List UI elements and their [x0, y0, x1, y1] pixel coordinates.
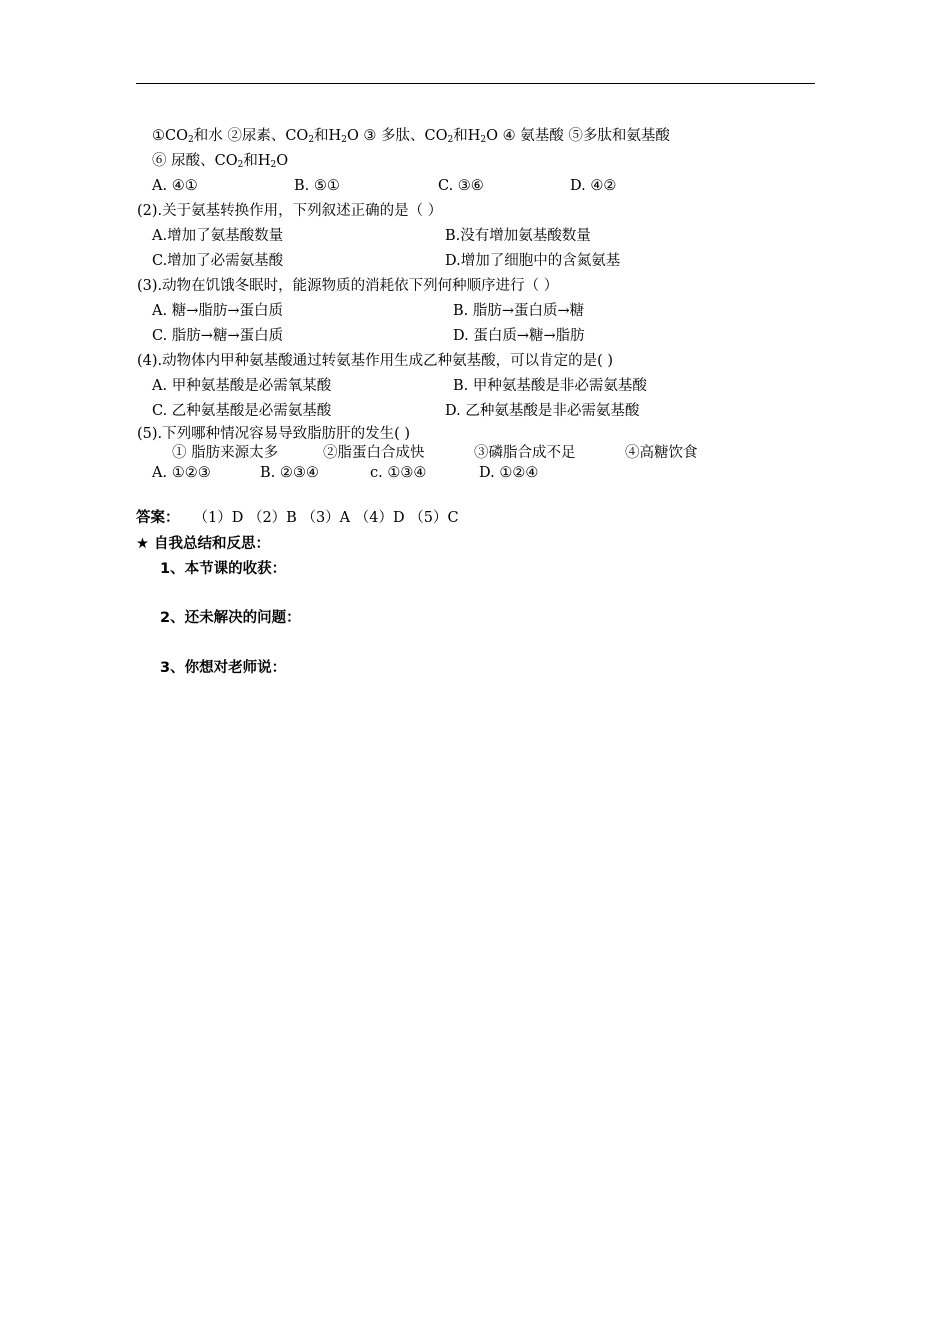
reflection-heading: ★ 自我总结和反思：	[136, 536, 271, 552]
q5-option-b: B. ②③④	[260, 465, 319, 481]
answers-label: 答案：	[136, 510, 180, 526]
q2-option-a: A.增加了氨基酸数量	[152, 228, 284, 244]
q2-stem: (2).关于氨基转换作用，下列叙述正确的是（ ）	[137, 203, 443, 219]
q1-option-c: C. ③⑥	[438, 178, 484, 194]
q2-option-d: D.增加了细胞中的含氮氨基	[445, 253, 621, 269]
q1-items-line2: ⑥ 尿酸、$CO_2$和$H_2O$	[152, 153, 289, 170]
q3-option-b: B. 脂肪→蛋白质→糖	[453, 303, 585, 319]
q3-option-a: A. 糖→脂肪→蛋白质	[152, 303, 283, 319]
q3-option-d: D. 蛋白质→糖→脂肪	[453, 328, 585, 344]
q4-option-c: C. 乙种氨基酸是必需氨基酸	[152, 403, 332, 419]
reflection-item-2: 2、还未解决的问题：	[160, 610, 301, 626]
q3-option-c: C. 脂肪→糖→蛋白质	[152, 328, 284, 344]
q4-stem: (4).动物体内甲种氨基酸通过转氨基作用生成乙种氨基酸，可以肯定的是( )	[137, 353, 614, 369]
q1-option-a: A. ④①	[152, 178, 198, 194]
q5-stem: (5).下列哪种情况容易导致脂肪肝的发生( )	[137, 426, 411, 442]
reflection-item-1: 1、本节课的收获：	[160, 561, 287, 577]
q5-item-4: ④高糖饮食	[625, 445, 698, 461]
q4-option-d: D. 乙种氨基酸是非必需氨基酸	[445, 403, 640, 419]
q1-option-d: D. ④②	[570, 178, 617, 194]
q5-item-1: ① 脂肪来源太多	[172, 445, 279, 461]
q5-option-c: c. ①③④	[370, 465, 427, 481]
q4-option-a: A. 甲种氨基酸是必需氧某酸	[152, 378, 332, 394]
q1-items-line1: $①CO_2$和水 ②尿素、$CO_2$和$H_2O$ ③ 多肽、$CO_2$和$H_2O$ ④ 氨基酸 ⑤多肽和氨基酸	[152, 128, 670, 145]
answers-text: （1）D （2）B （3）A （4）D （5）C	[193, 510, 459, 526]
header-rule	[136, 83, 815, 84]
q5-option-a: A. ①②③	[152, 465, 211, 481]
answers-line	[136, 508, 459, 528]
q1-option-b: B. ⑤①	[294, 178, 340, 194]
reflection-item-3: 3、你想对老师说：	[160, 660, 287, 676]
q2-option-b: B.没有增加氨基酸数量	[445, 228, 591, 244]
q3-stem: (3).动物在饥饿冬眠时，能源物质的消耗依下列何种顺序进行（ ）	[137, 278, 559, 294]
q5-item-2: ②脂蛋白合成快	[323, 445, 425, 461]
q2-option-c: C.增加了必需氨基酸	[152, 253, 284, 269]
q5-item-3: ③磷脂合成不足	[474, 445, 576, 461]
q5-option-d: D. ①②④	[479, 465, 539, 481]
q4-option-b: B. 甲种氨基酸是非必需氨基酸	[453, 378, 647, 394]
